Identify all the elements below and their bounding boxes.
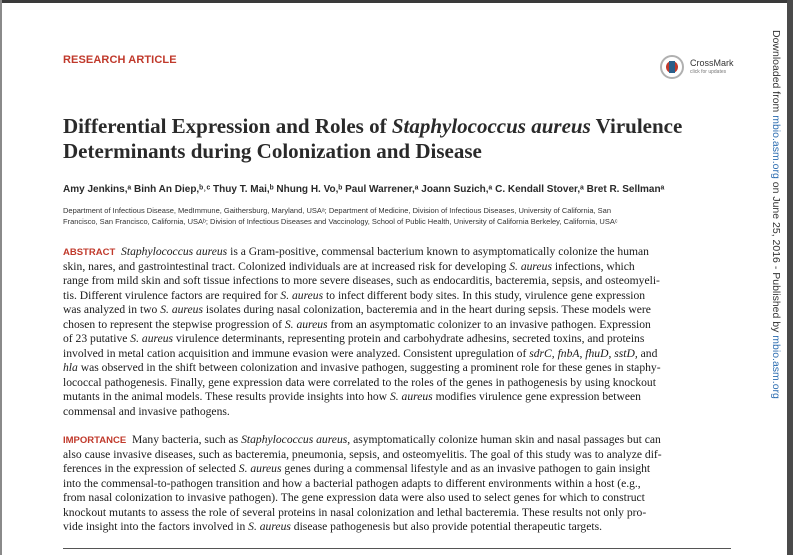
importance-section: IMPORTANCE Many bacteria, such as Staphylococcus aureus, asymptomatically colonize human skin and nasal passages but can also cause invasive diseases, such as bacteremia, pneumonia, sepsis, and osteomyelitis. The goal of this study was to analyze dif- ferences in the expression of selected S. aureus genes during a commensal lifestyle and as an invasive pathogen to gain insight into the commensal-to-pathogen transition and how a bacterial pathogen adapts to different environments within a host (e.g., from nasal colonization to invasive pathogen). The gene expression data were also used to select genes for which to construct knockout mutants to assess the role of several proteins in nasal colonization and lethal bacteremia. These results not only pro- vide insight into the factors involved in S. aureus disease pathogenesis but also provide potential therapeutic targets. bbox=[63, 433, 662, 533]
abstract-heading: ABSTRACT bbox=[63, 247, 116, 258]
bottom-rule bbox=[63, 548, 731, 549]
window-top-border bbox=[0, 0, 793, 3]
window-left-border bbox=[0, 0, 2, 555]
author-list: Amy Jenkins,ᵃ Binh An Diep,ᵇ˒ᶜ Thuy T. Mai,ᵇ Nhung H. Vo,ᵇ Paul Warrener,ᵃ Joann Suzich,ᵃ C. Kendall Stover,ᵃ Bret R. Sellmanᵃ bbox=[63, 184, 665, 195]
journal-link-1[interactable]: mbio.asm.org bbox=[770, 115, 782, 179]
article-title: Differential Expression and Roles of Staphylococcus aureus Virulence Determinants during Colonization and Disease bbox=[63, 114, 683, 163]
crossmark-badge[interactable] bbox=[660, 55, 734, 81]
crossmark-label: CrossMark bbox=[690, 58, 734, 68]
download-watermark: Downloaded from mbio.asm.org on June 25, 2016 - Published by mbio.asm.org bbox=[770, 30, 782, 399]
crossmark-icon bbox=[660, 55, 684, 79]
affiliations: Department of Infectious Disease, MedImmune, Gaithersburg, Maryland, USAᵃ; Department of Medicine, Division of Infectious Diseases, University of California, San Francisco, San Francisco, California, USAᵇ; Division of Infectious Diseases and Vaccinology, School of Public Health, University of California Berkeley, California, USAᶜ bbox=[63, 206, 618, 226]
abstract-section: ABSTRACT Staphylococcus aureus is a Gram-positive, commensal bacterium known to asymptomatically colonize the human skin, nares, and gastrointestinal tract. Colonized individuals are at increased risk for developing S. aureus infections, which range from mild skin and soft tissue infections to more severe diseases, such as endocarditis, bacteremia, sepsis, and osteomyeli- tis. Different virulence factors are required for S. aureus to infect different body sites. In this study, virulence gene expression was analyzed in two S. aureus isolates during nasal colonization, bacteremia and in the heart during sepsis. These models were chosen to represent the stepwise progression of S. aureus from an asymptomatic colonizer to an invasive pathogen. Expression of 23 putative S. aureus virulence determinants, representing protein and carbohydrate adhesins, secreted toxins, and proteins involved in metal cation acquisition and immune evasion were analyzed. Consistent upregulation of sdrC, fnbA, fhuD, sstD, and hla was observed in the shift between colonization and invasive pathogen, suggesting a prominent role for these genes in staphy- lococcal pathogenesis. Finally, gene expression data were correlated to the roles of the genes in pathogenesis by using knockout mutants in the animal models. These results provide insights into how S. aureus modifies virulence gene expression between commensal and invasive pathogens. bbox=[63, 245, 661, 418]
window-right-border bbox=[787, 0, 793, 555]
importance-heading: IMPORTANCE bbox=[63, 435, 127, 446]
journal-link-2[interactable]: mbio.asm.org bbox=[770, 335, 782, 399]
crossmark-sub: click for updates bbox=[690, 69, 727, 75]
article-type-label: RESEARCH ARTICLE bbox=[63, 54, 177, 66]
